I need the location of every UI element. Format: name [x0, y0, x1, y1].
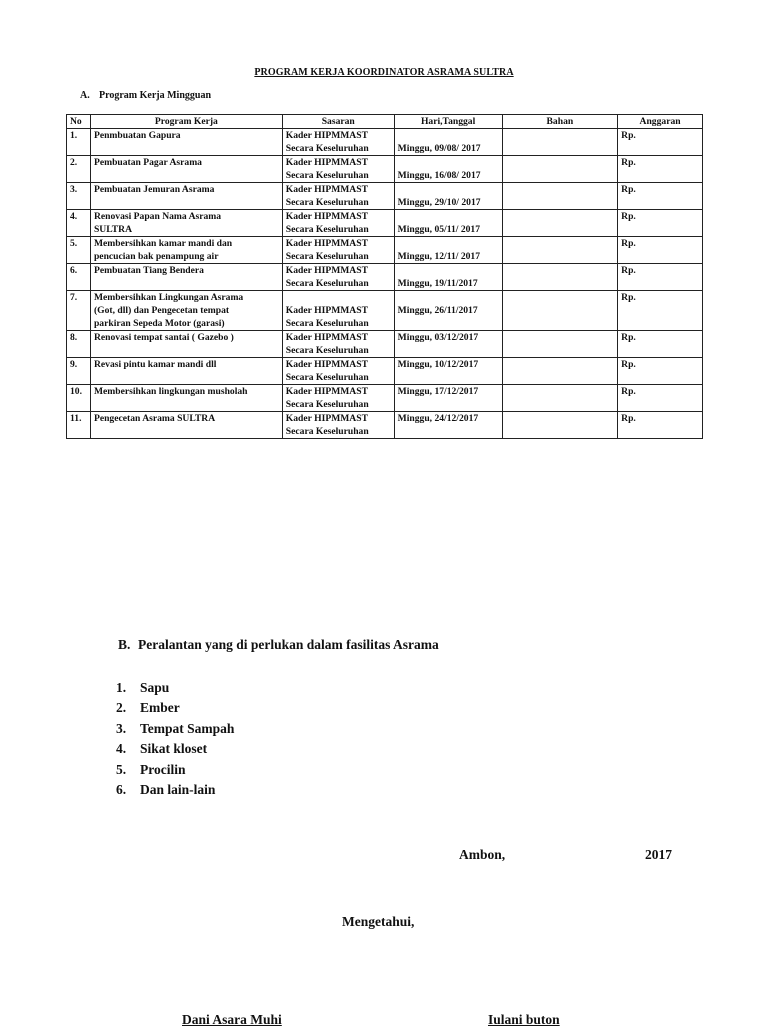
sasaran-line: Kader HIPMMAST — [285, 359, 368, 370]
sasaran-line: Kader HIPMMAST — [285, 238, 368, 249]
list-item — [116, 760, 234, 780]
sasaran-line: Kader HIPMMAST — [285, 157, 368, 168]
sasaran-line: Secara Keseluruhan — [285, 278, 369, 289]
section-a-number: A. — [80, 90, 90, 101]
cell-program — [90, 156, 282, 183]
list-item-label: Sikat kloset — [140, 741, 208, 757]
sasaran-line: Kader HIPMMAST — [285, 211, 368, 222]
section-b-heading — [118, 637, 439, 653]
header-sasaran: Sasaran — [282, 115, 394, 129]
sasaran-line: Secara Keseluruhan — [285, 426, 369, 437]
cell-sasaran — [282, 210, 394, 237]
cell-sasaran — [282, 156, 394, 183]
sasaran-line: Kader HIPMMAST — [285, 184, 368, 195]
cell-tanggal — [394, 358, 502, 385]
cell-anggaran: Rp. — [618, 358, 703, 385]
program-line: Penmbuatan Gapura — [93, 130, 181, 141]
program-line: pencucian bak penampung air — [93, 251, 219, 262]
tanggal-text: Minggu, 05/11/ 2017 — [397, 224, 481, 235]
list-item-label: Ember — [140, 700, 180, 716]
header-bahan: Bahan — [502, 115, 618, 129]
program-line: Revasi pintu kamar mandi dll — [93, 359, 217, 370]
cell-program — [90, 358, 282, 385]
list-item-label: Dan lain-lain — [140, 782, 216, 798]
program-line: Renovasi Papan Nama Asrama — [93, 211, 222, 222]
tanggal-text: Minggu, 26/11/2017 — [397, 305, 478, 316]
cell-sasaran — [282, 331, 394, 358]
cell-tanggal — [394, 129, 502, 156]
sasaran-line: Secara Keseluruhan — [285, 318, 369, 329]
table-row — [67, 291, 703, 331]
list-item-number: 3. — [116, 720, 127, 736]
cell-tanggal — [394, 291, 502, 331]
section-b-title: Peralantan yang di perlukan dalam fasilitas Asrama — [138, 637, 439, 652]
cell-bahan — [502, 385, 618, 412]
table-body — [67, 129, 703, 439]
tanggal-text: Minggu, 29/10/ 2017 — [397, 197, 481, 208]
cell-bahan — [502, 264, 618, 291]
table-row — [67, 385, 703, 412]
sasaran-line: Kader HIPMMAST — [285, 386, 368, 397]
cell-no: 1. — [67, 129, 91, 156]
program-line: Pembuatan Tiang Bendera — [93, 265, 204, 276]
list-item-number: 2. — [116, 700, 127, 716]
list-item — [116, 678, 234, 698]
cell-program — [90, 331, 282, 358]
cell-program — [90, 237, 282, 264]
signer-right-name: Iulani buton — [488, 1012, 560, 1027]
cell-no: 7. — [67, 291, 91, 331]
cell-bahan — [502, 210, 618, 237]
list-item-number: 1. — [116, 680, 127, 695]
cell-tanggal — [394, 156, 502, 183]
cell-bahan — [502, 237, 618, 264]
cell-anggaran: Rp. — [618, 331, 703, 358]
sasaran-line: Secara Keseluruhan — [285, 197, 369, 208]
cell-tanggal — [394, 210, 502, 237]
document-title: PROGRAM KERJA KOORDINATOR ASRAMA SULTRA — [254, 67, 514, 78]
cell-sasaran — [282, 385, 394, 412]
cell-program — [90, 385, 282, 412]
sasaran-line: Secara Keseluruhan — [285, 170, 369, 181]
table-row — [67, 237, 703, 264]
cell-tanggal — [394, 331, 502, 358]
header-tanggal: Hari,Tanggal — [394, 115, 502, 129]
table-row — [67, 210, 703, 237]
list-item — [116, 739, 234, 759]
program-line: Membersihkan kamar mandi dan — [93, 238, 233, 249]
section-b-number: B. — [118, 637, 131, 652]
list-item — [116, 698, 234, 718]
cell-anggaran: Rp. — [618, 183, 703, 210]
cell-anggaran: Rp. — [618, 129, 703, 156]
year-label: 2017 — [645, 847, 672, 862]
list-item-number: 4. — [116, 741, 127, 757]
cell-no: 4. — [67, 210, 91, 237]
cell-bahan — [502, 331, 618, 358]
cell-no: 3. — [67, 183, 91, 210]
sasaran-line: Secara Keseluruhan — [285, 345, 369, 356]
cell-anggaran: Rp. — [618, 210, 703, 237]
table-row — [67, 183, 703, 210]
program-line: Membersihkan lingkungan musholah — [93, 386, 248, 397]
cell-tanggal — [394, 237, 502, 264]
table-row — [67, 412, 703, 439]
cell-bahan — [502, 291, 618, 331]
list-item-label: Tempat Sampah — [140, 720, 235, 736]
cell-program — [90, 291, 282, 331]
cell-no: 6. — [67, 264, 91, 291]
program-line: Pembuatan Jemuran Asrama — [93, 184, 215, 195]
sasaran-line — [286, 291, 391, 304]
table-header-row — [67, 115, 703, 129]
table-row — [67, 358, 703, 385]
list-item — [116, 719, 234, 739]
cell-sasaran — [282, 291, 394, 331]
cell-program — [90, 183, 282, 210]
acknowledged-label: Mengetahui, — [342, 914, 415, 929]
cell-sasaran — [282, 183, 394, 210]
cell-tanggal — [394, 385, 502, 412]
cell-no: 8. — [67, 331, 91, 358]
cell-anggaran: Rp. — [618, 412, 703, 439]
tanggal-text: Minggu, 24/12/2017 — [397, 413, 479, 424]
list-item-number: 5. — [116, 761, 127, 777]
tanggal-text: Minggu, 16/08/ 2017 — [397, 170, 481, 181]
cell-program — [90, 264, 282, 291]
cell-no: 11. — [67, 412, 91, 439]
sasaran-line: Secara Keseluruhan — [285, 224, 369, 235]
sasaran-line: Kader HIPMMAST — [285, 265, 368, 276]
program-table — [66, 114, 703, 439]
tanggal-text: Minggu, 17/12/2017 — [397, 386, 479, 397]
sasaran-line: Kader HIPMMAST — [285, 130, 368, 141]
sasaran-line: Secara Keseluruhan — [285, 399, 369, 410]
header-no: No — [67, 115, 91, 129]
cell-sasaran — [282, 412, 394, 439]
cell-bahan — [502, 358, 618, 385]
cell-no: 2. — [67, 156, 91, 183]
cell-program — [90, 412, 282, 439]
list-item — [116, 780, 234, 800]
tanggal-text: Minggu, 12/11/ 2017 — [397, 251, 481, 262]
list-item-label: Procilin — [140, 761, 186, 777]
cell-sasaran — [282, 129, 394, 156]
list-item-label: Sapu — [140, 680, 170, 695]
cell-sasaran — [282, 358, 394, 385]
cell-no: 9. — [67, 358, 91, 385]
cell-anggaran: Rp. — [618, 291, 703, 331]
tanggal-text: Minggu, 10/12/2017 — [397, 359, 479, 370]
tanggal-text: Minggu, 19/11/2017 — [397, 278, 478, 289]
sasaran-line: Kader HIPMMAST — [285, 413, 368, 424]
program-line: (Got, dll) dan Pengecetan tempat — [93, 305, 230, 316]
sasaran-line: Secara Keseluruhan — [285, 372, 369, 383]
cell-anggaran: Rp. — [618, 385, 703, 412]
section-a-title: Program Kerja Mingguan — [99, 90, 212, 101]
cell-anggaran: Rp. — [618, 237, 703, 264]
program-line: Membersihkan Lingkungan Asrama — [93, 292, 244, 303]
table-row — [67, 264, 703, 291]
program-line: Renovasi tempat santai ( Gazebo ) — [93, 332, 234, 343]
table-row — [67, 156, 703, 183]
tanggal-text: Minggu, 03/12/2017 — [397, 332, 479, 343]
cell-program — [90, 210, 282, 237]
cell-program — [90, 129, 282, 156]
tanggal-text: Minggu, 09/08/ 2017 — [397, 143, 481, 154]
cell-anggaran: Rp. — [618, 264, 703, 291]
table-row — [67, 331, 703, 358]
sasaran-line: Secara Keseluruhan — [285, 251, 369, 262]
signer-left-name: Dani Asara Muhi — [182, 1012, 282, 1027]
program-line: SULTRA — [93, 224, 133, 235]
place-label: Ambon, — [459, 847, 506, 862]
program-line: Pembuatan Pagar Asrama — [93, 157, 202, 168]
list-item-number: 6. — [116, 782, 127, 798]
cell-no: 10. — [67, 385, 91, 412]
section-a-heading — [80, 90, 211, 101]
cell-sasaran — [282, 237, 394, 264]
sasaran-line: Kader HIPMMAST — [285, 305, 368, 316]
header-anggaran: Anggaran — [618, 115, 703, 129]
program-line: parkiran Sepeda Motor (garasi) — [93, 318, 225, 329]
sasaran-line: Kader HIPMMAST — [285, 332, 368, 343]
cell-anggaran: Rp. — [618, 156, 703, 183]
table-row — [67, 129, 703, 156]
header-program: Program Kerja — [90, 115, 282, 129]
equipment-list — [116, 678, 234, 800]
cell-tanggal — [394, 412, 502, 439]
cell-bahan — [502, 412, 618, 439]
cell-tanggal — [394, 264, 502, 291]
cell-bahan — [502, 129, 618, 156]
program-line: Pengecetan Asrama SULTRA — [93, 413, 216, 424]
cell-bahan — [502, 156, 618, 183]
cell-tanggal — [394, 183, 502, 210]
sasaran-line: Secara Keseluruhan — [285, 143, 369, 154]
cell-sasaran — [282, 264, 394, 291]
cell-no: 5. — [67, 237, 91, 264]
cell-bahan — [502, 183, 618, 210]
